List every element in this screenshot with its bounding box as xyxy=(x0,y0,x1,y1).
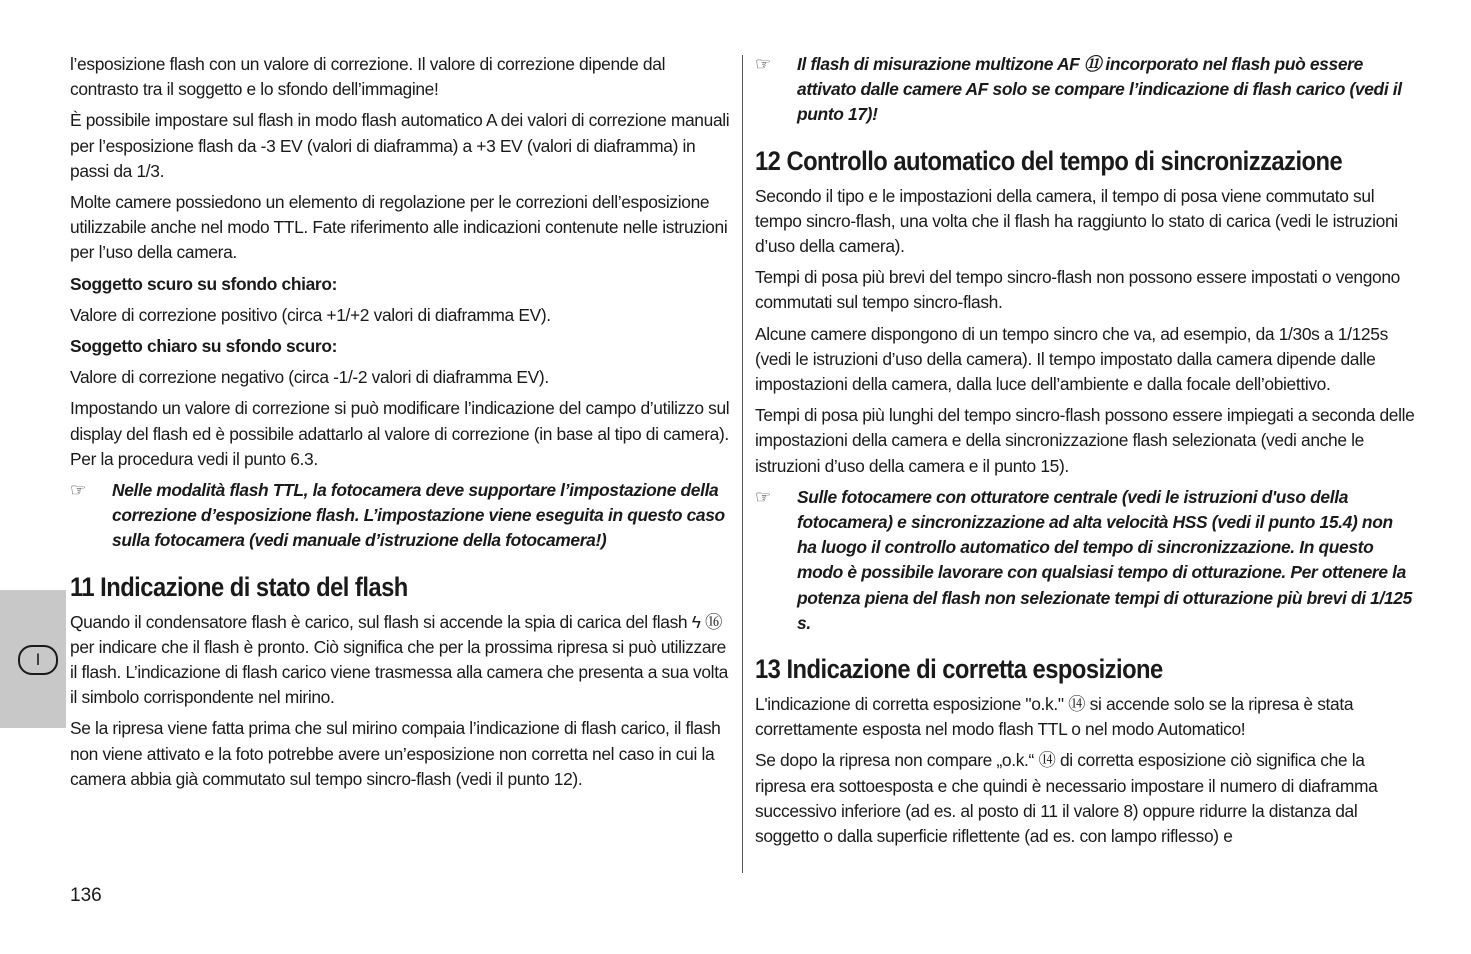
note-text: Nelle modalità flash TTL, la fotocamera deve supportare l’impostazione della correzione d’esposizione flash. L’impostazione viene eseguita in questo caso sulla fotocamera (vedi manuale d’istruzione della fotocamera!) xyxy=(112,480,725,551)
subheading: Soggetto chiaro su sfondo scuro: xyxy=(70,336,338,357)
paragraph: Alcune camere dispongono di un tempo sincro che va, ad esempio, da 1/30s a 1/125s (vedi le istruzioni d’uso della camera). Il tempo impostato dalla camera dipende dalle impostazioni della camera, dalla luce dell’ambiente e dalla focale dell’obiettivo. xyxy=(755,323,1388,395)
note-text: Il flash di misurazione multizone AF ⑪ incorporato nel flash può essere attivato dalle camere AF solo se compare l’indicazione di flash carico (vedi il punto 17)! xyxy=(797,54,1402,125)
left-column xyxy=(70,52,730,798)
page-number: 136 xyxy=(70,885,102,906)
paragraph: Molte camere possiedono un elemento di regolazione per le correzioni dell’esposizione utilizzabile anche nel modo TTL. Fate riferimento alle indicazioni contenute nelle istruzioni per l’uso della camera. xyxy=(70,192,728,263)
language-badge: I xyxy=(18,645,58,675)
subheading: Soggetto scuro su sfondo chiaro: xyxy=(70,273,338,294)
paragraph: Se dopo la ripresa non compare „o.k.“ ⑭ di corretta esposizione ciò significa che la ripresa era sottoesposta e che quindi è necessario impostare il numero di diaframma successivo inferiore (ad es. al posto di 11 il valore 8) oppure ridurre la distanza dal soggetto o dalla superficie riflettente (ad es. con lampo riflesso) e xyxy=(755,750,1378,847)
paragraph: Secondo il tipo e le impostazioni della camera, il tempo di posa viene commutato sul tempo sincro-flash, una volta che il flash ha raggiunto lo stato di carica (vedi le istruzioni d’uso della camera). xyxy=(755,185,1398,257)
right-column xyxy=(755,52,1415,855)
paragraph: Se la ripresa viene fatta prima che sul mirino compaia l’indicazione di flash carico, il flash non viene attivato e la foto potrebbe avere un’esposizione non corretta nel caso in cui la camera abbia già commutato sul tempo sincro-flash (vedi il punto 12). xyxy=(70,718,721,789)
column-divider xyxy=(742,55,743,873)
note-block xyxy=(755,52,1415,128)
section-heading: 11 Indicazione di stato del flash xyxy=(70,571,408,602)
paragraph: l’esposizione flash con un valore di correzione. Il valore di correzione dipende dal contrasto tra il soggetto e lo sfondo dell’immagine! xyxy=(70,54,666,100)
paragraph: Quando il condensatore flash è carico, sul flash si accende la spia di carica del flash ϟ ⑯ per indicare che il flash è pronto. Ciò significa che per la prossima ripresa si può utilizzare il flash. L’indicazione di flash carico viene trasmessa alla camera che presenta a sua volta il simbolo corrispondente nel mirino. xyxy=(70,611,728,708)
paragraph: Valore di correzione positivo (circa +1/+2 valori di diaframma EV). xyxy=(70,304,551,325)
paragraph: Valore di correzione negativo (circa -1/-2 valori di diaframma EV). xyxy=(70,367,549,388)
section-heading: 13 Indicazione di corretta esposizione xyxy=(755,654,1163,685)
pointing-hand-icon: ☞ xyxy=(755,486,771,507)
paragraph: L'indicazione di corretta esposizione "o.k." ⑭ si accende solo se la ripresa è stata correttamente esposta nel modo flash TTL o nel modo Automatico! xyxy=(755,694,1354,740)
paragraph: Tempi di posa più lunghi del tempo sincro-flash possono essere impiegati a seconda delle impostazioni della camera e della sincronizzazione flash selezionata (vedi anche le istruzioni d’uso della camera e il punto 15). xyxy=(755,405,1415,476)
section-heading: 12 Controllo automatico del tempo di sincronizzazione xyxy=(755,145,1343,176)
paragraph: È possibile impostare sul flash in modo flash automatico A dei valori di correzione manuali per l’esposizione flash da -3 EV (valori di diaframma) a +3 EV (valori di diaframma) in passi da 1/3. xyxy=(70,110,730,181)
paragraph: Impostando un valore di correzione si può modificare l’indicazione del campo d’utilizzo sul display del flash ed è possibile adattarlo al valore di correzione (in base al tipo di camera). Per la procedura vedi il punto 6.3. xyxy=(70,398,730,469)
pointing-hand-icon: ☞ xyxy=(70,480,86,501)
pointing-hand-icon: ☞ xyxy=(755,54,771,74)
note-text: Sulle fotocamere con otturatore centrale (vedi le istruzioni d'uso della fotocamera) e sincronizzazione ad alta velocità HSS (vedi il punto 15.4) non ha luogo il controllo automatico del tempo di sincronizzazione. In questo modo è possibile lavorare con qualsiasi tempo di otturazione. Per ottenere la potenza piena del flash non selezionate tempi di otturazione più brevi di 1/125 s. xyxy=(797,486,1412,633)
note-block xyxy=(70,478,730,554)
paragraph: Tempi di posa più brevi del tempo sincro-flash non possono essere impostati o vengono commutati sul tempo sincro-flash. xyxy=(755,267,1401,313)
note-block xyxy=(755,485,1415,636)
